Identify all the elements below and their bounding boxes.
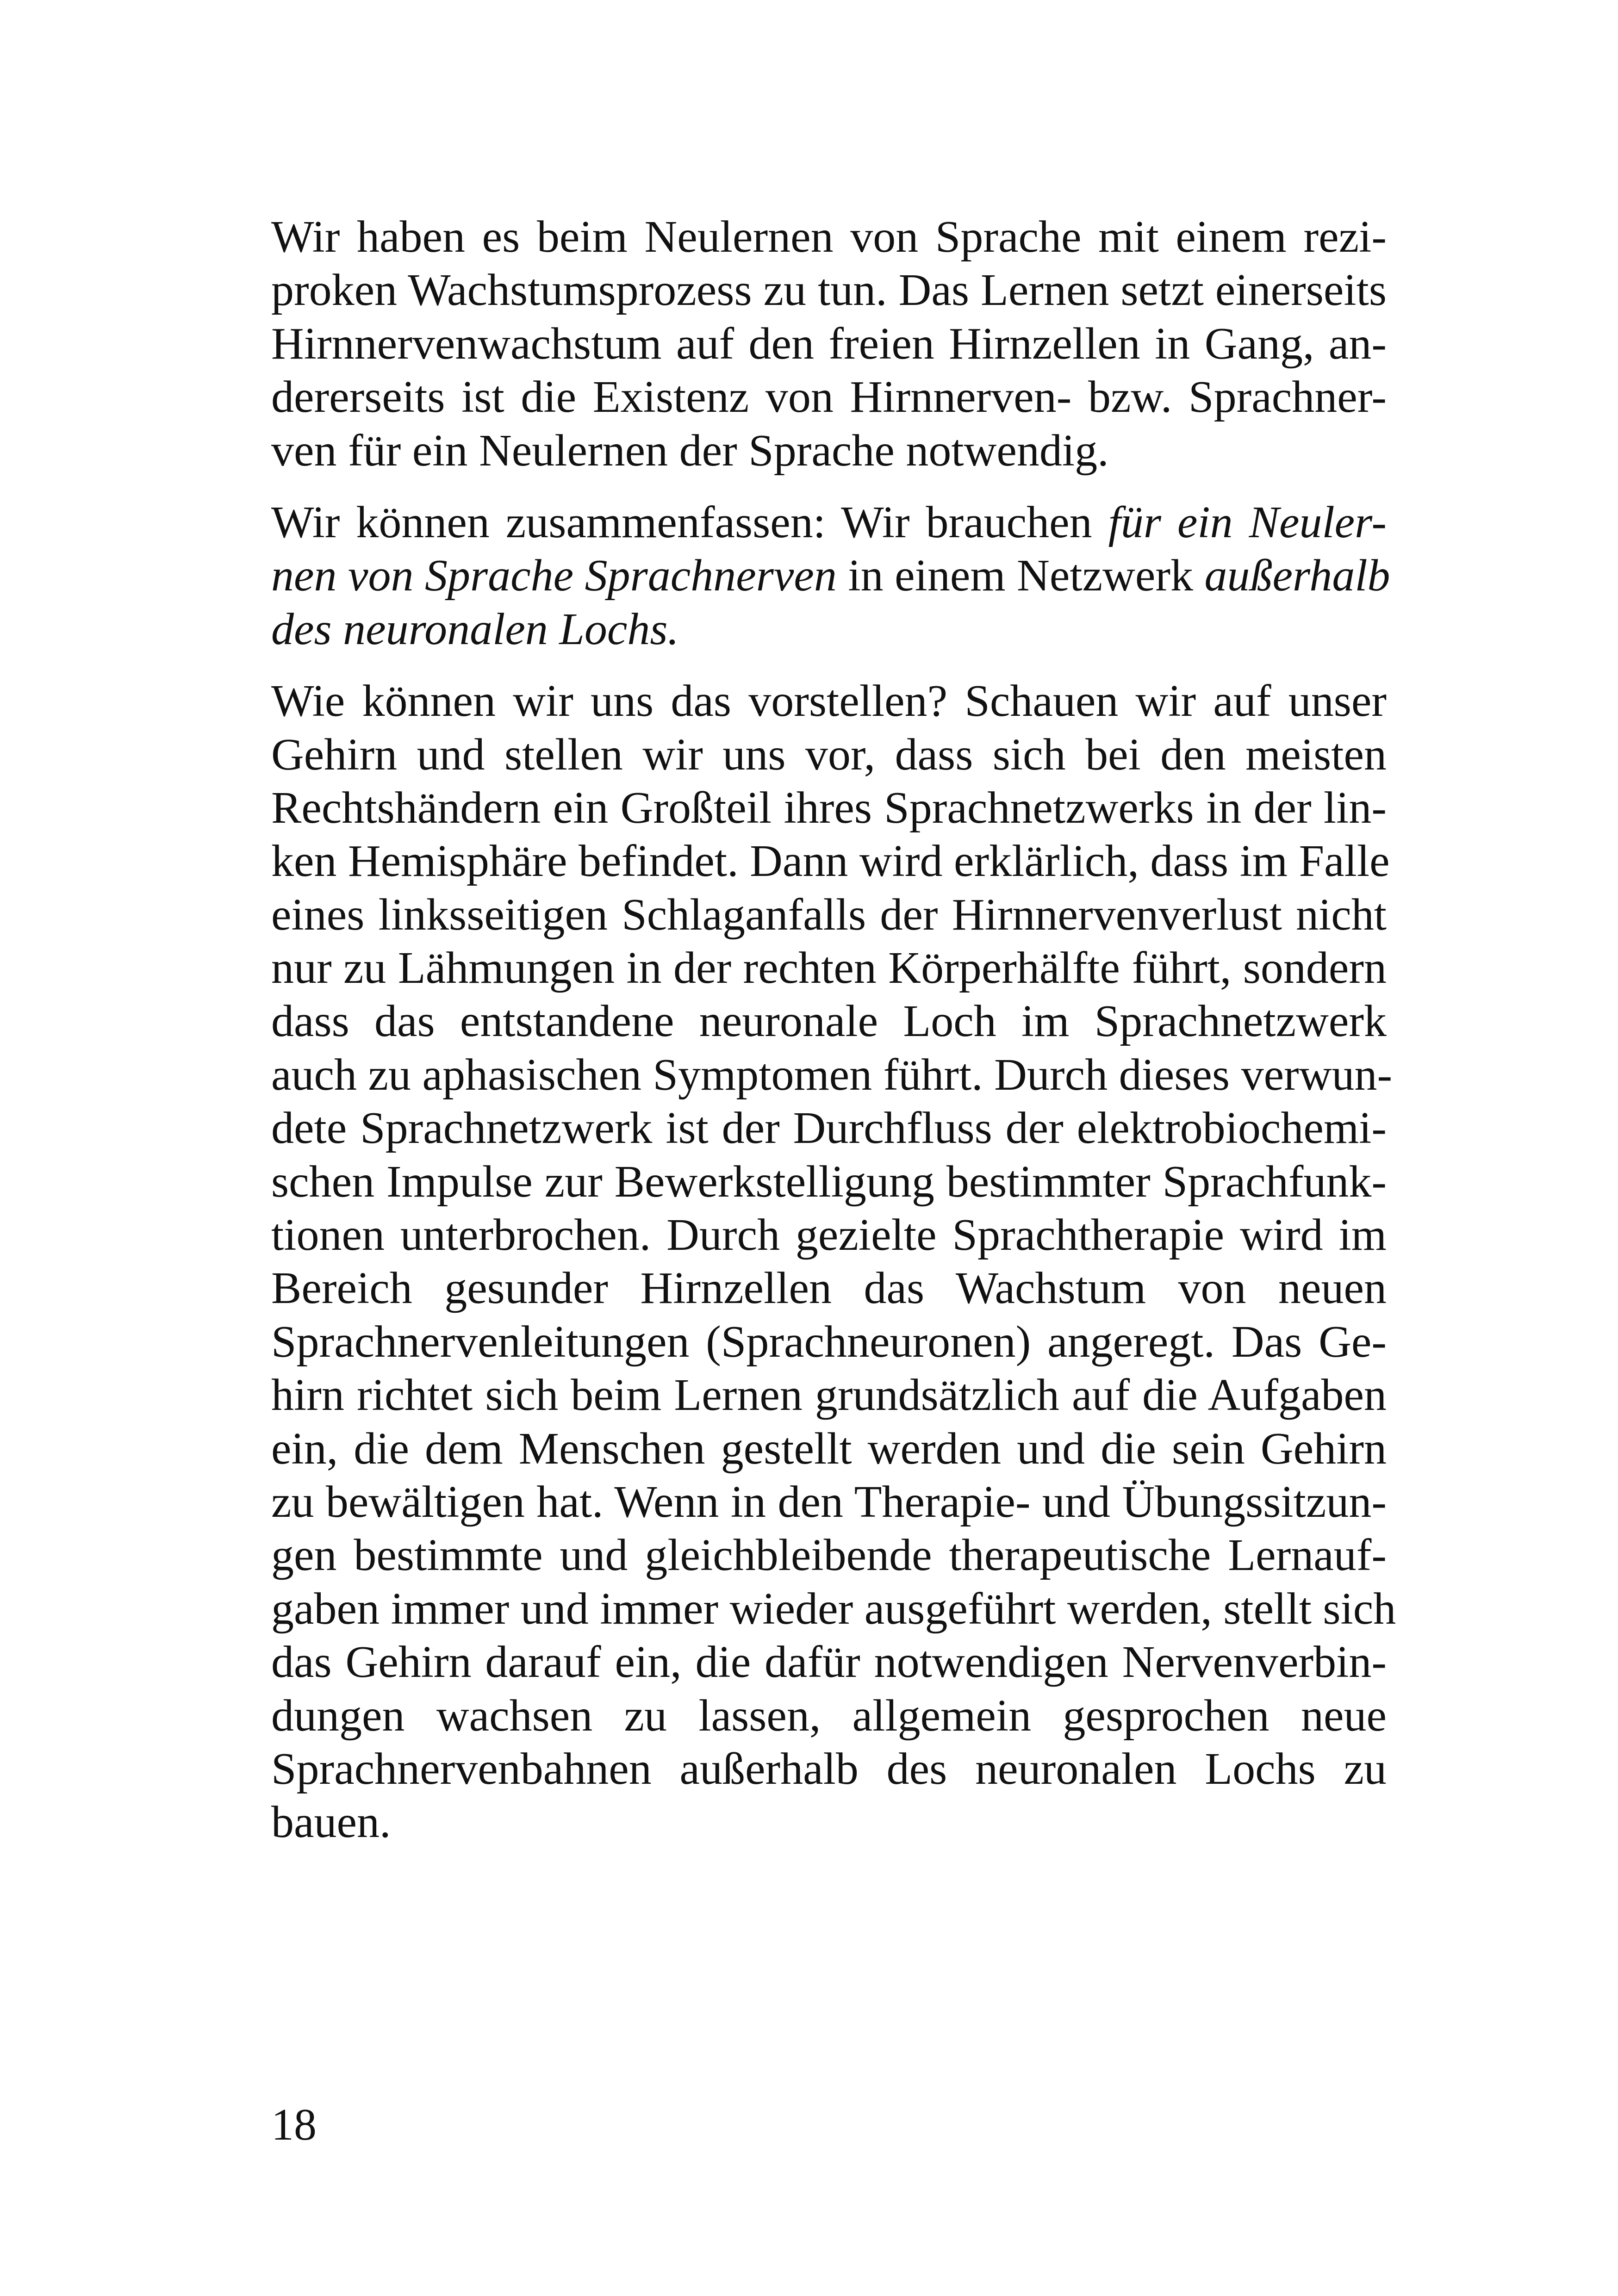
text-line xyxy=(271,1155,1387,1209)
text-line xyxy=(271,1529,1387,1582)
page-number: 18 xyxy=(271,2100,317,2150)
text-line xyxy=(271,888,1387,942)
text-run: ein, die dem Menschen gestellt werden und die sein Gehirn xyxy=(271,1423,1387,1474)
text-line xyxy=(271,1262,1387,1315)
text-run: Rechtshändern ein Großteil ihres Sprachnetzwerks in der lin- xyxy=(271,782,1387,833)
text-run: Gehirn und stellen wir uns vor, dass sich bei den meisten xyxy=(271,729,1387,780)
text-run: gen bestimmte und gleichbleibende therapeutische Lernauf- xyxy=(271,1530,1387,1581)
text-line xyxy=(271,496,1387,549)
text-line xyxy=(271,942,1387,995)
text-line xyxy=(271,1422,1387,1476)
italic-text: außerhalb xyxy=(1204,551,1390,601)
paragraph xyxy=(271,496,1390,656)
italic-text: nen von Sprache Sprachnerven xyxy=(271,551,837,601)
text-run: Sprachnervenbahnen außerhalb des neuronalen Lochs zu xyxy=(271,1744,1387,1794)
italic-text: für ein Neuler- xyxy=(1108,497,1387,547)
text-line xyxy=(271,1316,1387,1369)
text-line xyxy=(271,1476,1387,1529)
text-run: bauen. xyxy=(271,1797,391,1848)
text-line xyxy=(271,603,1387,656)
text-run: proken Wachstumsprozess zu tun. Das Lernen setzt einerseits xyxy=(271,265,1387,316)
text-run: eines linksseitigen Schlaganfalls der Hirnnervenverlust nicht xyxy=(271,889,1387,940)
text-run: nur zu Lähmungen in der rechten Körperhälfte führt, sondern xyxy=(271,943,1387,993)
text-line xyxy=(271,835,1390,888)
text-line xyxy=(271,211,1387,264)
text-run: schen Impulse zur Bewerkstelligung bestimmter Sprachfunk- xyxy=(271,1156,1387,1207)
paragraph xyxy=(271,675,1396,1849)
text-run: dete Sprachnetzwerk ist der Durchfluss der elektrobiochemi- xyxy=(271,1103,1387,1154)
text-run: ken Hemisphäre befindet. Dann wird erklärlich, dass im Falle xyxy=(271,836,1390,887)
text-run: Wir haben es beim Neulernen von Sprache mit einem rezi- xyxy=(271,212,1387,262)
paragraph xyxy=(271,211,1387,478)
text-line xyxy=(271,1636,1387,1689)
text-line xyxy=(271,1369,1387,1422)
text-run: in einem Netzwerk xyxy=(836,551,1205,601)
text-line xyxy=(271,424,1387,478)
text-run: zu bewältigen hat. Wenn in den Therapie- und Übungssitzun- xyxy=(271,1477,1387,1527)
text-line xyxy=(271,1582,1396,1636)
text-run: dungen wachsen zu lassen, allgemein gesprochen neue xyxy=(271,1690,1387,1741)
text-run: tionen unterbrochen. Durch gezielte Sprachtherapie wird im xyxy=(271,1210,1387,1260)
text-line xyxy=(271,728,1387,782)
text-line xyxy=(271,1743,1387,1796)
text-run: ven für ein Neulernen der Sprache notwendig. xyxy=(271,425,1109,476)
text-run: Hirnnervenwachstum auf den freien Hirnzellen in Gang, an- xyxy=(271,318,1387,369)
text-run: auch zu aphasischen Symptomen führt. Durch dieses verwun- xyxy=(271,1049,1393,1100)
body-text xyxy=(271,211,1396,1849)
text-run: dass das entstandene neuronale Loch im Sprachnetzwerk xyxy=(271,996,1387,1047)
text-run: Wir können zusammenfassen: Wir brauchen xyxy=(271,497,1108,547)
text-line xyxy=(271,549,1390,602)
text-line xyxy=(271,1102,1387,1155)
text-line xyxy=(271,675,1387,728)
text-line xyxy=(271,1796,1387,1849)
text-line xyxy=(271,317,1387,371)
text-line xyxy=(271,264,1387,317)
text-run: hirn richtet sich beim Lernen grundsätzlich auf die Aufgaben xyxy=(271,1370,1387,1421)
text-run: gaben immer und immer wieder ausgeführt werden, stellt sich xyxy=(271,1583,1396,1634)
text-run: dererseits ist die Existenz von Hirnnerven- bzw. Sprachner- xyxy=(271,372,1387,422)
text-line xyxy=(271,995,1387,1048)
text-run: Wie können wir uns das vorstellen? Schauen wir auf unser xyxy=(271,676,1387,726)
text-line xyxy=(271,1689,1387,1743)
italic-text: des neuronalen Lochs. xyxy=(271,604,679,654)
text-line xyxy=(271,371,1387,424)
text-run: das Gehirn darauf ein, die dafür notwendigen Nervenverbin- xyxy=(271,1637,1387,1688)
text-run: Sprachnervenleitungen (Sprachneuronen) angeregt. Das Ge- xyxy=(271,1316,1387,1367)
text-line xyxy=(271,1209,1387,1262)
text-line xyxy=(271,782,1387,835)
text-run: Bereich gesunder Hirnzellen das Wachstum von neuen xyxy=(271,1263,1387,1314)
text-line xyxy=(271,1049,1393,1102)
